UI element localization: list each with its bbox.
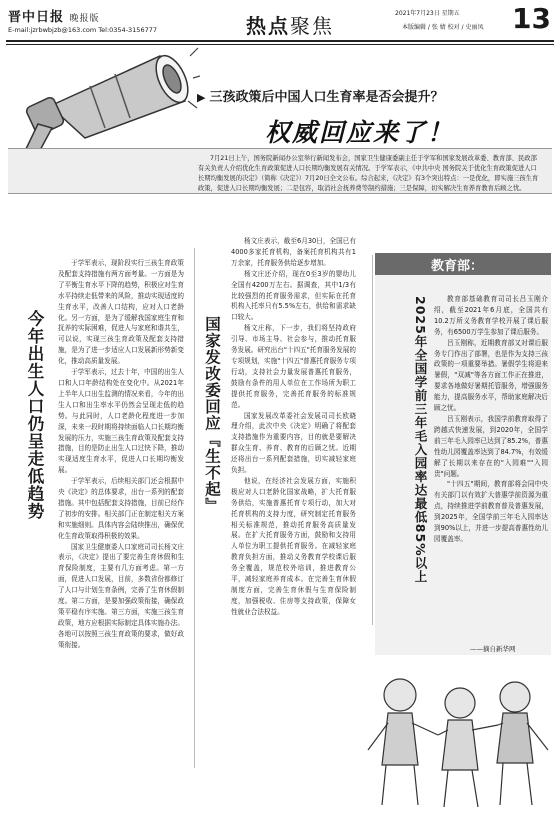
brand-name: 晋中日报 [8,10,65,25]
col1-body [58,258,184,651]
section-title-bold: 热点 [246,14,290,38]
column-divider [372,255,373,625]
paragraph: 杨文庄称，下一步，我们将坚持政府引导、市场主导、社会参与，推动托育服务发展。研究出台"十四五"托育服务发展的专项规划，实施"十四五"普惠托育服务专项行动，支持社会力量发展普惠托育服务，鼓励有条件的用人单位在工作场所为职工提供托育服务，完善托育服务的标准规范。 [231,324,356,409]
header-rule [6,40,554,42]
lead-kicker [197,86,443,105]
children-illustration [360,655,552,813]
paragraph: 国家卫生健康委人口家庭司司长杨文庄表示，《决定》提出了要完善生育休假和生育保险制度，主要有几方面考虑。第一方面，促进人口发展，目前，多数省份都修订了人口与计划生育条例，完善了生育休假制度。第二方面，是要加强政策衔接，确保政策平稳有序实施。第三方面，实施三孩生育政策，地方应根据实际制定具体实施办法。各地可以按照三孩生育政策的要求，做好政策衔接。 [58,542,184,649]
contact-info: E-mail:jzrbwbjzb@163.com Tel:0354-3156777 [8,26,157,34]
paragraph: 教育部基础教育司司长吕玉刚介绍，截至2021年6月底，全国共有10.2万所义务教育学校开展了课后服务，有6500万学生参加了课后服务。 [434,295,548,336]
paragraph: 他说，在经济社会发展方面，实施积极应对人口老龄化国家战略，扩大托育服务供给，实施普惠托育专项行动，加大对托育机构的支持力度，研究制定托育服务相关标准规范，推动托育服务高质量发展。在扩大托育服务方面，鼓励和支持用人单位为职工提供托育服务。在减轻家庭教育负担方面，推动义务教育学校课后服务全覆盖，规范校外培训，推进教育公平，减轻家庭养育成本。在完善生育休假制度方面，完善生育休假与生育保险制度，加强税收、住房等支持政策，保障女性就业合法权益。 [231,476,356,616]
col2-body [231,236,356,618]
paragraph: "十四五"期间，教育部将会同中央有关部门以有效扩大普惠学前资源为重点，持续推进学前教育普及普惠发展，到2025年，全国学前三年毛入园率达到90%以上，并进一步提高普惠性幼儿园覆盖率。 [434,480,548,543]
header-rule-thin [6,44,554,45]
paragraph: 国家发展改革委社会发展司司长欧晓理介绍，此次中央《决定》明确了将配套支持措施作为重要内容，目的就是要解决群众生育、养育、教育的后顾之忧。近期还将出台一系列配套措施，切实减轻家庭负担。 [231,411,356,475]
page-number: 13 [512,2,551,35]
education-heading-bar [375,253,551,275]
brand-edition: 晚报版 [69,14,100,24]
megaphone-illustration [10,46,200,156]
section-title-light: 聚焦 [290,14,334,38]
editor-credits: 本版编辑 / 张 婧 校对 / 史丽凤 [402,24,484,31]
education-title: 2025年全国学前三年毛入园率达最低85%以上 [413,296,428,584]
col2-title: 国家发改委回应『生不起』 [203,316,221,514]
source-byline: ——摘自新华网 [470,645,516,653]
lead-headline: 权威回应来了！ [265,118,455,147]
newspaper-brand [8,6,100,25]
col1-title: 今年出生人口仍呈走低趋势 [25,310,44,520]
paragraph: 杨文庄还介绍，现在0至3岁的婴幼儿全国有4200万左右。据调查，其中1/3有比较强烈的托育服务需求，但实际在托育机构入托率只有5.5%左右，供给和需求缺口较大。 [231,269,356,322]
issue-date: 2021年7月23日 星期五 [395,10,460,17]
intro-text: 7月21日上午，国务院新闻办公室举行新闻发布会，国家卫生健康委副主任于学军和国家发展改革委、教育部、民政部有关负责人介绍优化生育政策促进人口长期均衡发展有关情况。于学军表示，《中共中央 国务院关于优化生育政策促进人口长期均衡发展的决定》（简称《决定》）7月20日全文公布。综合起来，《决定》有3个突出特点：一是优化，即实施三孩生育政策，促进人口长期均衡发展；二是包容，取消社会抚养费等制约措施；三是保障，切实解决生育养育教育后顾之忧。 [198,155,539,192]
paragraph: 于学军表示，后续相关部门还会根据中央《决定》的总体要求，出台一系列的配套措施。其中包括配套支持措施，目前已经作了初步的安排。相关部门正在制定相关方案和实施细则。具体内容会陆续推出，确保优化生育政策取得积极的效果。 [58,477,184,540]
col3-body [434,294,548,545]
column-divider [194,248,195,768]
triangle-bullet-icon: ▶ [197,91,206,104]
lead-kicker-text: 三孩政策后中国人口生育率是否会提升？ [209,90,444,105]
paragraph: 于学军表示，过去十年，中国的出生人口和人口年龄结构处在变化中。从2021年上半年人口出生监测的情况来看，今年的出生人口和出生率水平仍然会呈现走低的趋势。与此同时，人口老龄化程度进一步加深，未来一段时期将持续面临人口长期均衡发展的压力，实施三孩生育政策及配套支持措施，目的是防止出生人口过快下降，推动实现适度生育水平，促进人口长期均衡发展。 [58,368,184,475]
paragraph: 杨文庄表示，截至6月30日，全国已有4000多家托育机构，备案托育机构共有1万余家，托育服务供给逐步增加。 [231,237,356,267]
education-heading: 教育部： [431,259,484,274]
paragraph: 吕玉刚表示，我国学前教育取得了跨越式快速发展，到2020年，全国学前三年毛入园率已达到了85.2%，普惠性幼儿园覆盖率达到了84.7%，有效缓解了长期以来存在的"入园难""入园贵"问题。 [434,414,548,478]
paragraph: 于学军表示，现阶段实行三孩生育政策及配套支持措施有两方面考量。一方面是为了平衡生育水平下降的趋势，积极应对生育水平持续走低带来的风险，推动实现适度的生育水平，改善人口结构，应对人口老龄化。另一方面，是为了缓解我国家庭生育和抚养的实际困难，促进人与家庭和谐共生，可以说，实现三孩生育政策及配套支持措施，是为了进一步适应人口发展新形势新变化，推动高质量发展。 [58,259,184,366]
megaphone-icon [25,51,194,154]
intro-box [8,148,552,194]
section-title [246,10,334,39]
children-icon [368,679,548,807]
paragraph: 吕玉刚称，近期教育部又对课后服务专门作出了部署，也是作为支持三孩政策的一项重要举措。暑假学生将迎来暑假，"双减"等各方面工作正在推进，要求各地做好暑期托管服务，增强服务能力，提高服务水平，帮助家庭解决后顾之忧。 [434,338,548,413]
